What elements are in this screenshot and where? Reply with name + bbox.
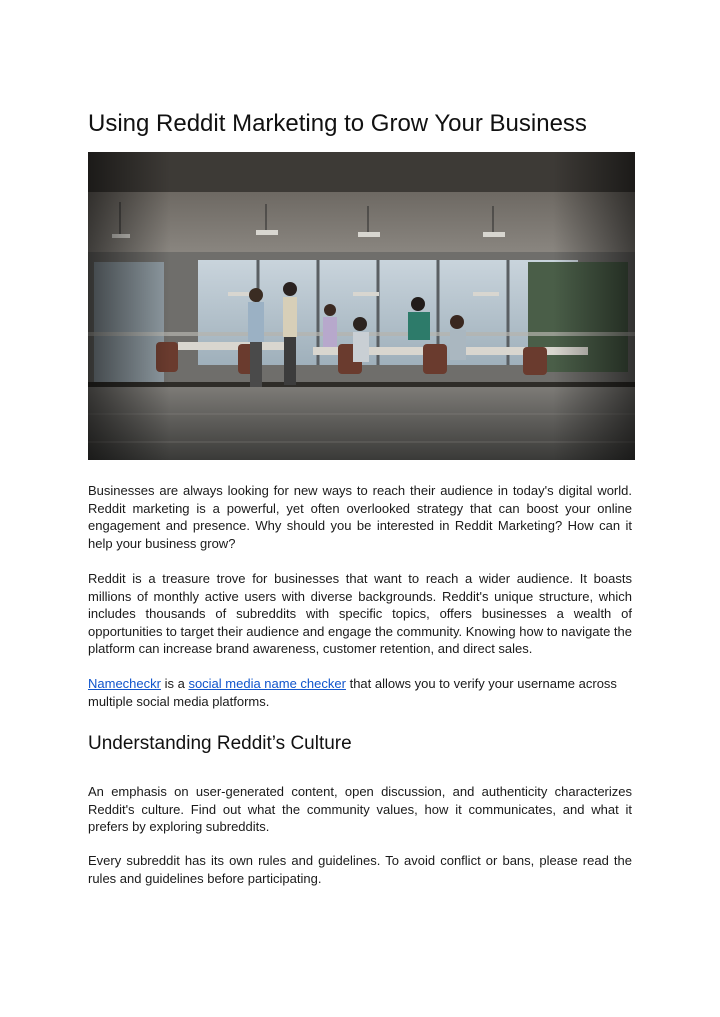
intro-paragraph: Businesses are always looking for new ways to reach their audience in today's digital world. Reddit marketing is a powerful, yet often overlooked strategy that can boost your online engagement and presence. Why should you be interested in Reddit Marketing? How can it help your business grow? [88, 483, 632, 551]
section-heading: Understanding Reddit’s Culture [88, 733, 352, 754]
namecheckr-text-1: is a [160, 676, 189, 691]
rules-paragraph: Every subreddit has its own rules and guidelines. To avoid conflict or bans, please read the rules and guidelines before participating. [88, 853, 632, 886]
office-photo [88, 152, 635, 460]
reddit-overview-paragraph: Reddit is a treasure trove for businesses that want to reach a wider audience. It boasts millions of monthly active users with diverse backgrounds. Reddit's unique structure, which includes thousands of subreddits with specific topics, offers businesses a wealth of opportunities to target their audience and engage the community. Knowing how to navigate the platform can increase brand awareness, customer retention, and direct sales. [88, 571, 632, 656]
social-media-name-checker-link[interactable]: social media name checker [188, 676, 346, 691]
page-title: Using Reddit Marketing to Grow Your Business [88, 110, 587, 137]
culture-paragraph: An emphasis on user-generated content, open discussion, and authenticity characterizes Reddit's culture. Find out what the community values, how it communicates, and what it prefers by exploring subreddits. [88, 784, 632, 834]
namecheckr-link[interactable]: Namecheckr [88, 676, 161, 691]
hero-image [88, 152, 635, 460]
namecheckr-text-2: that allows you to verify your username across multiple social media platforms. [88, 676, 617, 709]
namecheckr-paragraph [88, 675, 632, 710]
